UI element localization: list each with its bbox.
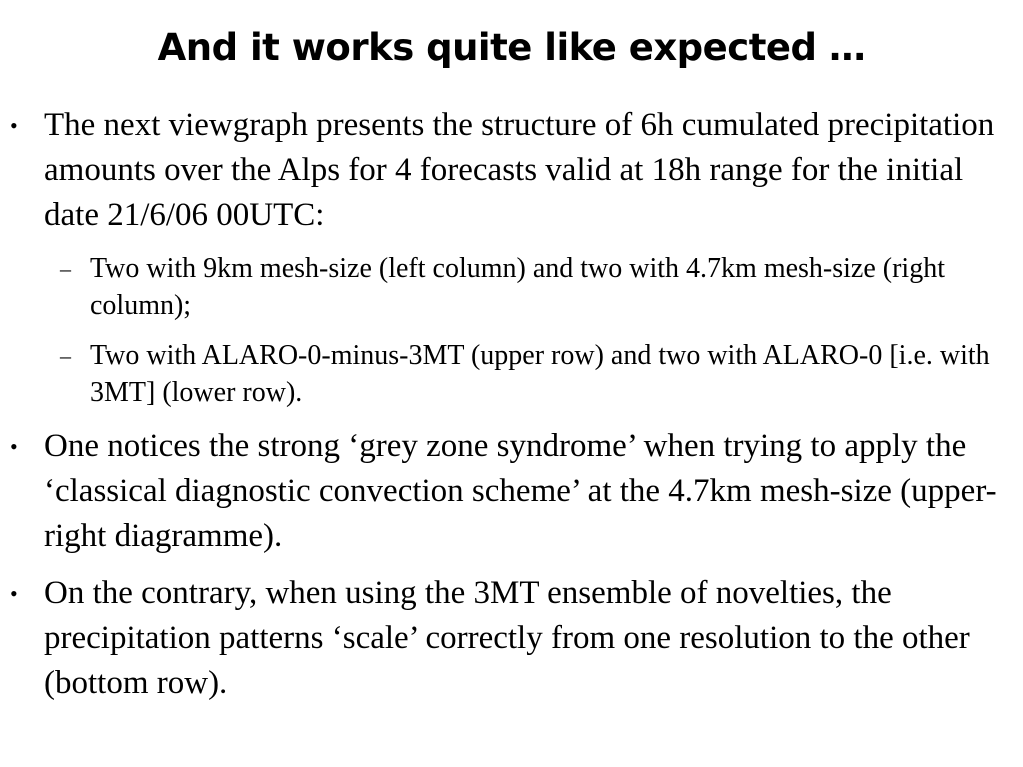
bullet-icon: • xyxy=(10,581,18,606)
bullet-text: The next viewgraph presents the structure of 6h cumulated precipitation amounts over the Alps for 4 forecasts valid at 18h range for the initial date 21/6/06 00UTC: xyxy=(44,107,995,233)
bullet-item xyxy=(0,424,1023,559)
bullet-icon: • xyxy=(10,113,18,138)
sub-bullet-text: Two with 9km mesh-size (left column) and two with 4.7km mesh-size (right column); xyxy=(90,253,945,321)
bullet-text: On the contrary, when using the 3MT ensemble of novelties, the precipitation patterns ‘scale’ correctly from one resolution to the other (bottom row). xyxy=(44,575,970,701)
slide-body xyxy=(0,103,1023,706)
dash-icon: – xyxy=(60,343,71,368)
dash-icon: – xyxy=(60,256,71,281)
sub-bullet-list xyxy=(0,250,1023,411)
sub-bullet-item xyxy=(0,337,1023,411)
bullet-icon: • xyxy=(10,434,18,459)
bullet-text: One notices the strong ‘grey zone syndrome’ when trying to apply the ‘classical diagnostic convection scheme’ at the 4.7km mesh-size (upper-right diagramme). xyxy=(44,428,997,554)
slide-title: And it works quite like expected … xyxy=(157,26,866,69)
sub-bullet-text: Two with ALARO-0-minus-3MT (upper row) and two with ALARO-0 [i.e. with 3MT] (lower row). xyxy=(90,340,990,408)
bullet-item xyxy=(0,571,1023,706)
sub-bullet-item xyxy=(0,250,1023,324)
bullet-item xyxy=(0,103,1023,238)
